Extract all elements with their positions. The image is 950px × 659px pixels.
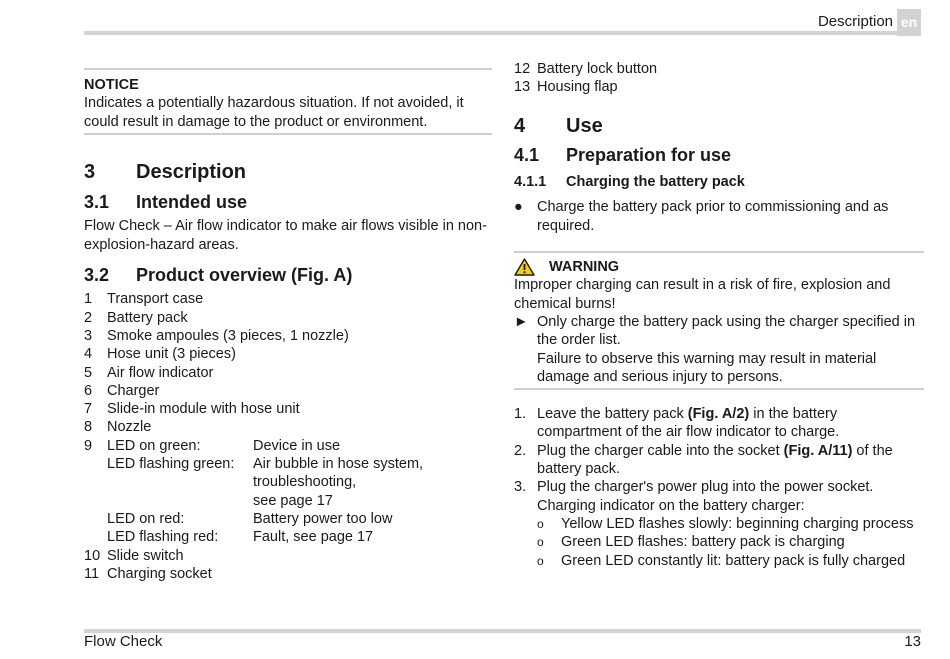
indicator-item: o Green LED constantly lit: battery pack is fully charged bbox=[537, 552, 906, 569]
notice-box bbox=[84, 68, 492, 135]
circle-bullet-icon: o bbox=[537, 516, 544, 531]
list-item: 4 Hose unit (3 pieces) bbox=[84, 346, 236, 363]
section-number: 3.1 bbox=[84, 192, 110, 213]
step-item: 1. Leave the battery pack (Fig. A/2) in the battery compartment of the air flow indicator to charge. bbox=[514, 406, 840, 441]
product-overview-list bbox=[84, 290, 492, 583]
left-column bbox=[84, 68, 492, 583]
list-item: 6 Charger bbox=[84, 382, 160, 399]
notice-text: Indicates a potentially hazardous situation. If not avoided, it could result in damage to the product or environment. bbox=[84, 95, 464, 130]
warning-title: WARNING bbox=[514, 258, 924, 276]
list-item: 8 Nozzle bbox=[84, 419, 152, 436]
warning-box bbox=[514, 251, 924, 390]
page-number: 13 bbox=[904, 633, 921, 650]
list-item: 13 Housing flap bbox=[514, 79, 618, 96]
led-table bbox=[107, 437, 423, 547]
notice-title: NOTICE bbox=[84, 77, 139, 93]
intended-use-text: Flow Check – Air flow indicator to make air flows visible in non-explosion-hazard areas. bbox=[84, 218, 487, 253]
footer-product-name: Flow Check bbox=[84, 633, 163, 650]
list-item: 10 Slide switch bbox=[84, 547, 184, 564]
section-3-1-heading bbox=[84, 193, 492, 211]
list-item: 3 Smoke ampoules (3 pieces, 1 nozzle) bbox=[84, 327, 349, 344]
section-number: 4.1 bbox=[514, 144, 540, 165]
led-row: LED on green: Device in use bbox=[107, 437, 341, 454]
indicator-item: o Green LED flashes: battery pack is charging bbox=[537, 534, 845, 551]
section-title: Intended use bbox=[136, 192, 248, 213]
bullet-dot-icon: ● bbox=[514, 199, 523, 216]
running-header: Description bbox=[817, 13, 893, 30]
section-title: Preparation for use bbox=[566, 144, 732, 165]
section-title: Use bbox=[566, 114, 603, 137]
section-title: Product overview (Fig. A) bbox=[136, 265, 353, 286]
circle-bullet-icon: o bbox=[537, 553, 544, 568]
list-item: 7 Slide-in module with hose unit bbox=[84, 401, 300, 418]
section-4-heading bbox=[514, 114, 924, 137]
led-row: LED flashing green: Air bubble in hose system, troubleshooting, see page 17 bbox=[107, 456, 424, 509]
language-badge: en bbox=[897, 9, 921, 36]
charging-steps bbox=[514, 405, 924, 570]
list-item: 12 Battery lock button bbox=[514, 61, 658, 77]
step-item: 3. Plug the charger's power plug into the power socket. Charging indicator on the battery charger: o Yellow LED flashes slowly: beginning charging process o Green LED flashes: battery pack is charging o Green LED constantly lit: battery pack is fully charged bbox=[514, 479, 914, 569]
led-row: LED flashing red: Fault, see page 17 bbox=[107, 529, 374, 546]
list-item: 2 Battery pack bbox=[84, 309, 188, 326]
section-number: 3 bbox=[84, 160, 96, 183]
circle-bullet-icon: o bbox=[537, 535, 544, 550]
section-title: Charging the battery pack bbox=[566, 174, 745, 191]
step-item: 2. Plug the charger cable into the socket (Fig. A/11) of the battery pack. bbox=[514, 442, 893, 478]
product-overview-list-continued bbox=[514, 60, 924, 97]
section-number: 3.2 bbox=[84, 265, 110, 286]
section-number: 4.1.1 bbox=[514, 174, 547, 191]
warning-text: Improper charging can result in a risk of fire, explosion and chemical burns! bbox=[514, 277, 891, 312]
list-item: 1 Transport case bbox=[84, 291, 204, 308]
list-item: 5 Air flow indicator bbox=[84, 364, 214, 381]
section-3-heading bbox=[84, 160, 492, 183]
led-row: LED on red: Battery power too low bbox=[107, 510, 393, 527]
footer-rule bbox=[84, 629, 921, 633]
warning-triangle-icon bbox=[514, 258, 535, 276]
arrow-right-icon: ► bbox=[514, 313, 529, 330]
section-4-1-heading bbox=[514, 146, 924, 164]
header-rule bbox=[84, 31, 921, 35]
indicator-list bbox=[537, 515, 914, 570]
section-4-1-1-heading bbox=[514, 173, 924, 191]
list-item-led: 9 LED on green: Device in use LED flashing green: Air bubble in hose system, troubleshooting, see page 17 LED on red: Battery power too low LED flashing red: Fault, see page 17 bbox=[84, 437, 424, 546]
section-3-2-heading bbox=[84, 266, 492, 284]
section-title: Description bbox=[136, 160, 247, 183]
bullet-item: ● Charge the battery pack prior to commissioning and as required. bbox=[514, 199, 889, 234]
section-number: 4 bbox=[514, 114, 526, 137]
right-column bbox=[514, 60, 924, 570]
warning-action: ► Only charge the battery pack using the charger specified in the order list. Failure to observe this warning may result in material damage and serious injury to persons. bbox=[514, 313, 916, 385]
indicator-item: o Yellow LED flashes slowly: beginning charging process bbox=[537, 515, 914, 532]
list-item: 11 Charging socket bbox=[84, 565, 212, 582]
